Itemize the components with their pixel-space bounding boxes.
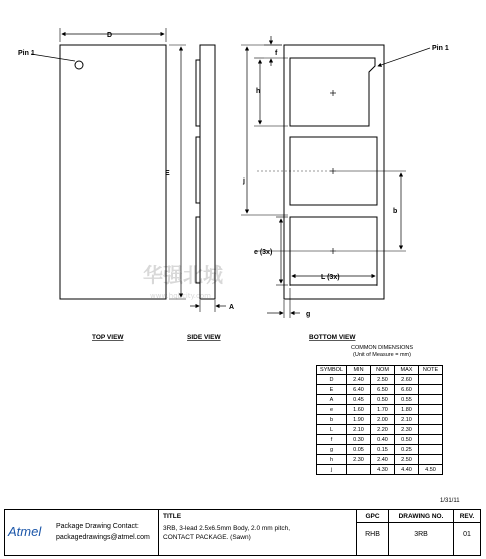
cell-min: 6.40 [347,385,371,395]
cell-nom: 2.00 [371,415,395,425]
pin1-label-top: Pin 1 [18,50,35,57]
top-view-body [60,45,166,299]
cell-note [419,385,443,395]
cell-symbol: f [317,435,347,445]
dim-j-label: j [243,178,245,185]
dimensions-row [317,445,443,455]
cell-max: 2.50 [395,455,419,465]
pin1-marker [75,61,83,69]
cell-max: 1.80 [395,405,419,415]
gpc-value: RHB [365,531,380,538]
cell-note [419,395,443,405]
cell-min: 0.05 [347,445,371,455]
title-line-1: 3RB, 3-lead 2.5x6.5mm Body, 2.0 mm pitch, [163,525,291,532]
cell-max: 2.10 [395,415,419,425]
cell-symbol: b [317,415,347,425]
rev-cell [454,510,480,555]
top-view [31,28,186,299]
cell-min: 2.10 [347,425,371,435]
dimensions-row [317,425,443,435]
dim-b-label: b [393,208,398,215]
contact-email[interactable]: packagedrawings@atmel.com [56,534,150,541]
cell-symbol: E [317,385,347,395]
dimensions-row [317,395,443,405]
cell-max: 0.25 [395,445,419,455]
watermark-site: www.hqbcity.com [150,292,211,300]
dimensions-row [317,415,443,425]
cell-nom: 2.50 [371,375,395,385]
contact-label: Package Drawing Contact: [56,523,139,530]
drawing-date: 1/31/11 [440,498,460,504]
cell-note [419,435,443,445]
dim-e3x-label: e (3x) [254,249,273,256]
cell-max: 2.60 [395,375,419,385]
cell-symbol: h [317,455,347,465]
side-view-body [200,45,215,299]
atmel-logo: Atmel [8,524,42,539]
watermark-cn: 华强北城 [143,263,223,287]
title-block [4,509,481,556]
cell-symbol: D [317,375,347,385]
side-lead-1 [196,60,200,126]
gpc-heading: GPC [357,510,388,523]
title-text [163,524,353,542]
pin1-leader [31,54,75,61]
header-max: MAX [395,366,419,375]
cell-symbol: e [317,405,347,415]
contact-info [56,521,150,543]
cell-symbol: L [317,425,347,435]
header-note: NOTE [419,366,443,375]
watermark [143,263,224,300]
dimensions-caption [316,345,448,359]
header-symbol: SYMBOL [317,366,347,375]
title-heading: TITLE [163,513,182,520]
cell-max: 0.50 [395,435,419,445]
dim-e-label: E [165,170,170,177]
header-min: MIN [347,366,371,375]
title-line-2: CONTACT PACKAGE. (Sawn) [163,534,251,541]
dimensions-table [316,365,443,475]
dimensions-caption-title: COMMON DIMENSIONS [350,345,414,351]
gpc-cell [357,510,389,555]
cell-nom: 1.70 [371,405,395,415]
dim-f-label: f [275,50,278,57]
dim-a-label: A [229,304,235,311]
dimensions-row [317,375,443,385]
drawing-no-cell [389,510,454,555]
cell-nom: 4.30 [371,465,395,475]
cell-min: 1.90 [347,415,371,425]
rev-value: 01 [463,531,471,538]
dimensions-row [317,405,443,415]
cell-note [419,445,443,455]
cell-note [419,405,443,415]
cell-nom: 2.20 [371,425,395,435]
dimensions-row [317,465,443,475]
dimensions-row [317,435,443,445]
rev-heading: REV. [454,510,480,523]
dimensions-row [317,385,443,395]
bottom-view-title: BOTTOM VIEW [309,334,356,341]
cell-nom: 0.15 [371,445,395,455]
contact-cell [5,510,159,555]
cell-nom: 6.50 [371,385,395,395]
cell-min: 1.60 [347,405,371,415]
cell-max: 0.55 [395,395,419,405]
cell-symbol: A [317,395,347,405]
cell-min [347,465,371,475]
pin1-label-bottom: Pin 1 [432,45,449,52]
dim-l3x-label: L (3x) [321,274,340,281]
cell-symbol: g [317,445,347,455]
cell-note [419,425,443,435]
side-lead-2 [196,137,200,203]
cell-min: 2.40 [347,375,371,385]
cell-note [419,415,443,425]
cell-symbol: j [317,465,347,475]
cell-min: 0.30 [347,435,371,445]
drawing-no-heading: DRAWING NO. [389,510,453,523]
cell-min: 0.45 [347,395,371,405]
pin1-bottom-leader [378,48,430,66]
dim-d-label: D [107,32,113,39]
side-view-title: SIDE VIEW [187,334,221,341]
header-nom: NOM [371,366,395,375]
top-view-title: TOP VIEW [92,334,124,341]
cell-max: 2.30 [395,425,419,435]
dim-g-label: g [306,311,311,318]
drawing-no-value: 3RB [414,531,428,538]
cell-max: 4.40 [395,465,419,475]
bottom-pad-1 [290,58,375,126]
dimensions-row [317,455,443,465]
cell-note: 4.50 [419,465,443,475]
cell-note [419,375,443,385]
cell-max: 6.60 [395,385,419,395]
dimensions-caption-unit: (Unit of Measure = mm) [353,352,411,358]
cell-min: 2.30 [347,455,371,465]
cell-nom: 0.40 [371,435,395,445]
cell-note [419,455,443,465]
dimensions-header-row [317,366,443,375]
dim-h-label: h [256,88,261,95]
cell-nom: 2.40 [371,455,395,465]
cell-nom: 0.50 [371,395,395,405]
